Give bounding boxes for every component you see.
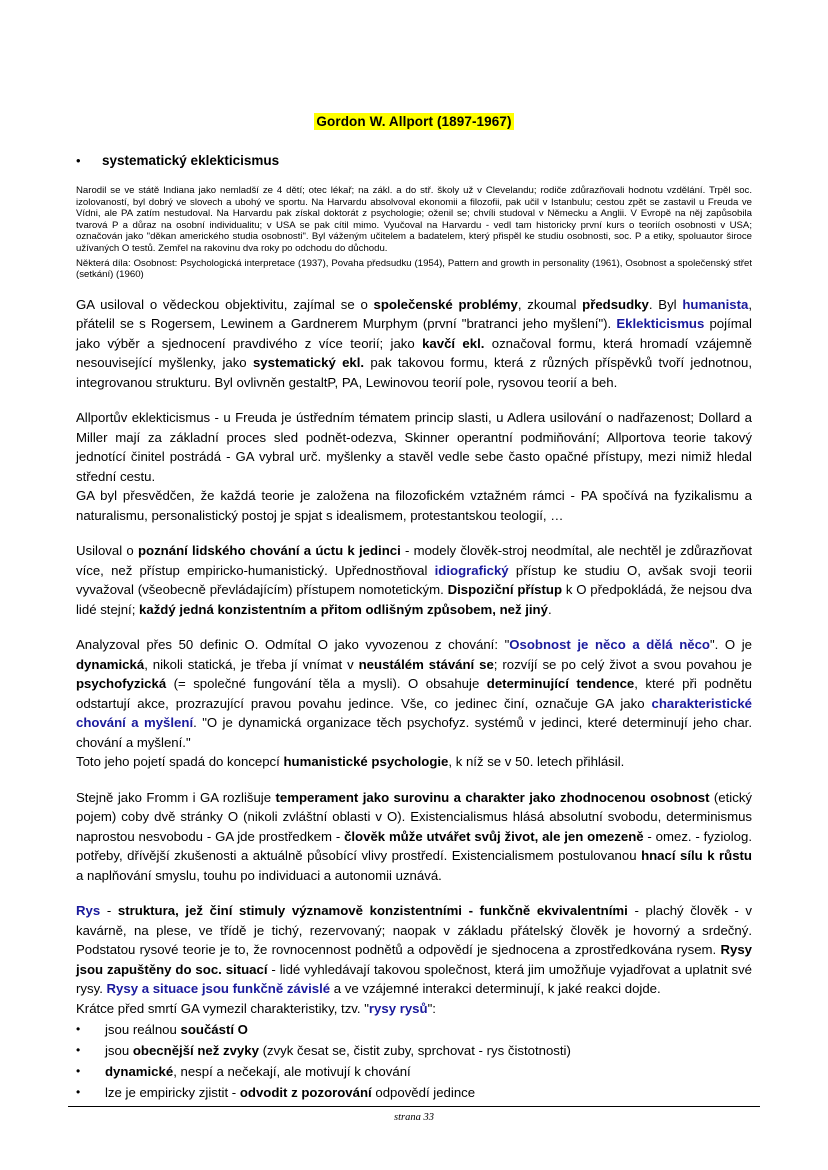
paragraph-filozoficky-ramec: [76, 486, 752, 525]
bullet-dot-icon: •: [76, 1085, 81, 1100]
p4-s2: ". O je: [709, 637, 753, 653]
p4-s4: ; rozvíjí se po celý život a svou povahou je: [493, 656, 753, 672]
biography-works: Některá díla: Osobnost: Psychologická interpretace (1937), Povaha předsudku (1954), Pattern and growth in personality (1961), Osobnost a společenský střet (setkání) (1960): [76, 257, 752, 281]
p6-b2: Rysy jsou zapuštěny do soc. situací: [76, 942, 752, 977]
p5-b1: temperament jako surovinu a charakter jako zhodnocenou osobnost: [275, 789, 710, 805]
p5-s4: a naplňování smyslu, touhu po individuaci a autonomii uznává.: [76, 867, 442, 883]
p4-b4: determinující tendence: [486, 676, 635, 692]
rysy-rysu-list: [76, 1019, 752, 1103]
heading-bullet-item: [76, 153, 752, 169]
bullet-dot-icon: •: [76, 153, 81, 168]
li0-bold: součástí O: [180, 1022, 248, 1038]
p3-blue-idiograficky: idiografický: [434, 562, 509, 578]
p2-s1: Allportův eklekticismus - u Freuda je ústředním tématem princip slasti, u Adlera usilování o nadřazenost; Dollard a Miller mají za základní proces sled podnět-odezva, Skinner operantní podmiňování; Allportova teorie takový jednotící činitel postrádá - GA vybral urč. myšlenky a stavěl vedle sebe často opačné přístupy, mezi nimiž hledal střední cestu.: [76, 410, 752, 484]
heading-bullet-label: systematický eklekticismus: [102, 153, 280, 168]
p1-b3: kavčí ekl.: [422, 335, 485, 351]
p4-s9: , k níž se v 50. letech přihlásil.: [448, 754, 625, 770]
p1-s7: pak takovou formu, která z různých příspěvků tvoří jednotnou, integrovanou strukturu. Byl ovlivněn gestaltP, PA, Lewinovou teorií pole, rysovou teorií a beh.: [76, 355, 752, 390]
p5-b3: hnací sílu k růstu: [641, 848, 752, 864]
p1-blue-eklekticismus: Eklekticismus: [616, 316, 705, 332]
p6-s5: Krátce před smrtí GA vymezil charakteristiky, tzv. ": [76, 1000, 369, 1016]
p4-s1: Analyzoval přes 50 definic O. Odmítal O jako vyvozenou z chování: ": [76, 637, 510, 653]
p4-blue-osobnost-neco: Osobnost je něco a dělá něco: [509, 637, 710, 653]
p4-s5: (= společné fungování těla a mysli). O obsahuje: [166, 676, 487, 692]
p4-b2: neustálém stávání se: [358, 656, 494, 672]
p3-s2: - modely člověk-stroj neodmítal, ale nechtěl je zdůrazňovat více, než přístup empiricko-humanistický. Upřednostňoval: [76, 543, 752, 578]
li2-post: , nespí a nečekají, ale motivují k chování: [173, 1064, 411, 1080]
p4-s3: , nikoli statická, je třeba jí vnímat v: [144, 656, 359, 672]
list-item: [76, 1040, 752, 1061]
p6-blue-rysy-situace: Rysy a situace jsou funkčně závislé: [106, 981, 331, 997]
page-title: [76, 113, 752, 131]
p1-s2: , zkoumal: [517, 296, 583, 312]
p1-s5: pojímal jako výběr a sjednocení pravdivého z více teorií; jako: [76, 316, 752, 351]
li3-pre: lze je empiricky zjistit -: [105, 1085, 240, 1101]
p4-b1: dynamická: [76, 656, 145, 672]
biography-paragraph: Narodil se ve státě Indiana jako nemladší ze 4 dětí; otec lékař; na zákl. a do stř. školy už v Clevelandu; rodiče zdůrazňovali hodnotu vzdělání. Trpěl soc. izolovaností, byl dobrý ve slovech a ubohý ve sportu. Na Harvardu absolvoval ekonomii a filozofii, pak učil v Istanbulu; cestou zpět se zastavil u Freuda ve Vídni, ale PA zatím nestudoval. Na Harvardu pak získal doktorát z psychologie; oženil se; chvíli studoval v Německu a Anglii. V Evropě na něj zapůsobila tvarová P a důraz na osobní individualitu; v USA se pak cítil mimo. Vyučoval na Harvardu - vedl tam historicky první kurs o teoriích osobnosti v USA; označován jako "děkan amerického studia osobnosti". Byl váženým učitelem a badatelem, který přispěl ke studiu osobnosti, soc. P a etiky, spoluautor široce užívaných O testů. Zemřel na rakovinu dva roky po odchodu do důchodu.: [76, 185, 752, 254]
paragraph-humanisticka-psychologie: [76, 752, 752, 772]
p3-s1: Usiloval o: [76, 543, 138, 559]
bullet-dot-icon: •: [76, 1022, 81, 1037]
p3-s3: přístup ke studiu O, avšak svoji teorii vyvažoval (všeobecně převládajícím) přístupem nomotetickým.: [76, 562, 752, 598]
p6-s6: ":: [427, 1000, 436, 1016]
p4-blue-charakteristicke: charakteristické chování a myšlení: [76, 695, 752, 731]
p5-b2: člověk může utvářet svůj život, ale jen omezeně: [344, 828, 644, 844]
p1-s3: . Byl: [648, 296, 683, 312]
p4-b3: psychofyzická: [76, 676, 167, 692]
p4-s6: , které při podnětu odstartují akce, prozrazující pravou povahu jedince. Vše, co jedinec činí, označuje GA jako: [76, 676, 752, 711]
list-item: [76, 1019, 752, 1040]
p6-b1: struktura, jež činí stimuly významově konzistentními - funkčně ekvivalentními: [117, 903, 628, 919]
p3-s5: .: [547, 601, 552, 617]
li3-bold: odvodit z pozorování: [239, 1085, 372, 1101]
p6-blue-rysy-rysu: rysy rysů: [368, 1000, 428, 1016]
li1-pre: jsou: [105, 1043, 133, 1059]
page-title-highlight: Gordon W. Allport (1897-1967): [316, 114, 512, 129]
p1-s1: GA usiloval o vědeckou objektivitu, zajímal se o: [76, 296, 374, 312]
paragraph-rysy-rysu-intro: [76, 999, 752, 1019]
li1-bold: obecnější než zvyky: [132, 1043, 259, 1059]
p4-b5: humanistické psychologie: [283, 754, 449, 770]
p1-b2: předsudky: [582, 296, 649, 312]
list-item-text: [105, 1082, 752, 1103]
p1-b4: systematický ekl.: [252, 355, 365, 371]
p3-b2: Dispoziční přístup: [447, 582, 563, 598]
li3-post: odpovědí jedince: [371, 1085, 476, 1101]
p6-s4: a ve vzájemné interakci determinují, k jaké reakci dojde.: [330, 981, 661, 997]
paragraph-allportuv-eklekticismus: [76, 408, 752, 486]
paragraph-eklekticismus: [76, 295, 752, 393]
p4-s8: Toto jeho pojetí spadá do koncepcí: [76, 754, 284, 770]
p5-s3: - omez. - fyziolog. potřeby, dřívější zkušenosti a aktuálně působící vlivy prostředí. Existencialismem postulovanou: [76, 828, 753, 864]
p1-s4: , přátelil se s Rogersem, Lewinem a Gardnerem Murphym (první "bratranci jeho myšlení").: [76, 296, 752, 332]
p3-b1: poznání lidského chování a úctu k jedinci: [137, 543, 401, 559]
p1-b1: společenské problémy: [373, 296, 518, 312]
paragraph-rys: [76, 901, 752, 999]
bullet-dot-icon: •: [76, 1064, 81, 1079]
paragraph-poznani-jedince: [76, 541, 752, 619]
p4-s7: . "O je dynamická organizace těch psychofyz. systémů v jedinci, které determinují jeho char. chování a myšlení.": [76, 715, 753, 750]
p6-s3: - lidé vyhledávají takovou společnost, která jim umožňuje vyjadřovat a uplatnit své rysy.: [76, 961, 752, 997]
li1-post: (zvyk česat se, čistit zuby, sprchovat - rys čistotnosti): [258, 1043, 571, 1059]
page-content: [76, 113, 752, 1103]
p3-b3: každý jedná konzistentním a přitom odlišným způsobem, než jiný: [139, 601, 548, 617]
list-item-text: [105, 1061, 752, 1082]
p1-s6: označoval formu, která hromadí vzájemně nesouvisející myšlenky, jako: [76, 335, 752, 371]
p5-s2: (etický pojem) coby dvě stránky O (nikoli zvláštní oblasti v O). Existencialismus hlásá absolutní svobodu, determinismus naprostou nesvobodu - GA jde prostředkem -: [76, 789, 753, 844]
p3-s4: k O předpokládá, že nejsou dva lidé stejní;: [76, 582, 752, 617]
list-item: [76, 1082, 752, 1103]
p6-blue-rys: Rys: [76, 903, 101, 919]
list-item-text: [105, 1040, 752, 1061]
p1-blue-humanista: humanista: [682, 296, 749, 312]
p5-s1: Stejně jako Fromm i GA rozlišuje: [76, 789, 276, 805]
paragraph-definice-osobnosti: [76, 635, 752, 752]
p2-s2: GA byl přesvědčen, že každá teorie je založena na filozofickém vztažném rámci - PA spočívá na fyzikalismu a naturalismu, personalistický postoj je spjat s idealismem, protestantskou teologií, …: [76, 488, 752, 523]
footer-divider: [68, 1106, 760, 1107]
li2-bold: dynamické: [105, 1064, 174, 1080]
paragraph-temperament-charakter: [76, 788, 752, 886]
li0-pre: jsou reálnou: [105, 1022, 181, 1038]
p6-s2: - plachý člověk - v kavárně, na plese, ve třídě je tichý, rezervovaný; naopak v základu přátelský člověk je hovorný a srdečný. Podstatou rysové teorie je to, že rovnocennost podnětů a odpovědí je sjednocena a zprostředkována rysem.: [76, 903, 752, 958]
list-item-text: [105, 1019, 752, 1040]
bullet-dot-icon: •: [76, 1043, 81, 1058]
list-item: [76, 1061, 752, 1082]
p6-s1: -: [100, 903, 118, 919]
footer-page-label: strana 33: [394, 1112, 434, 1123]
biography-block: [76, 185, 752, 281]
